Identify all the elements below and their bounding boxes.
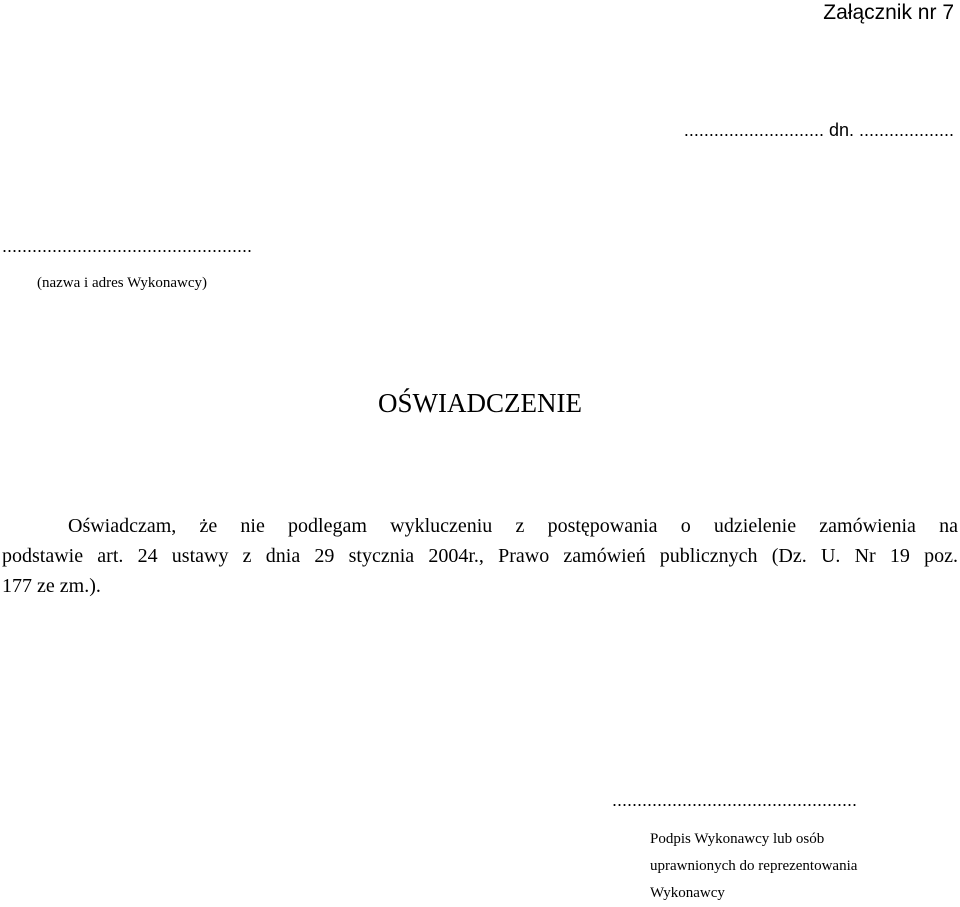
signature-caption-line-2: uprawnionych do reprezentowania — [650, 858, 858, 874]
contractor-name-caption: (nazwa i adres Wykonawcy) — [37, 275, 207, 291]
contractor-name-field-line: .................................................. — [2, 236, 253, 256]
signature-caption-line-3: Wykonawcy — [650, 885, 725, 901]
attachment-number: Załącznik nr 7 — [823, 1, 954, 24]
statement-line-1: Oświadczam, że nie podlegam wykluczeniu z postępowania o udzielenie zamówienia na — [68, 515, 958, 537]
signature-caption — [650, 826, 857, 907]
statement-line-2: podstawie art. 24 ustawy z dnia 29 stycznia 2004r., Prawo zamówień publicznych (Dz. U. Nr 19 poz. — [2, 545, 958, 567]
signature-caption-line-1: Podpis Wykonawcy lub osób — [650, 831, 825, 847]
place-date-line: ............................ dn. ................... — [683, 120, 954, 140]
signature-field-line: ................................................. — [612, 790, 858, 810]
statement-paragraph — [2, 511, 958, 601]
statement-line-3: 177 ze zm.). — [2, 575, 101, 597]
document-title: OŚWIADCZENIE — [378, 388, 582, 418]
